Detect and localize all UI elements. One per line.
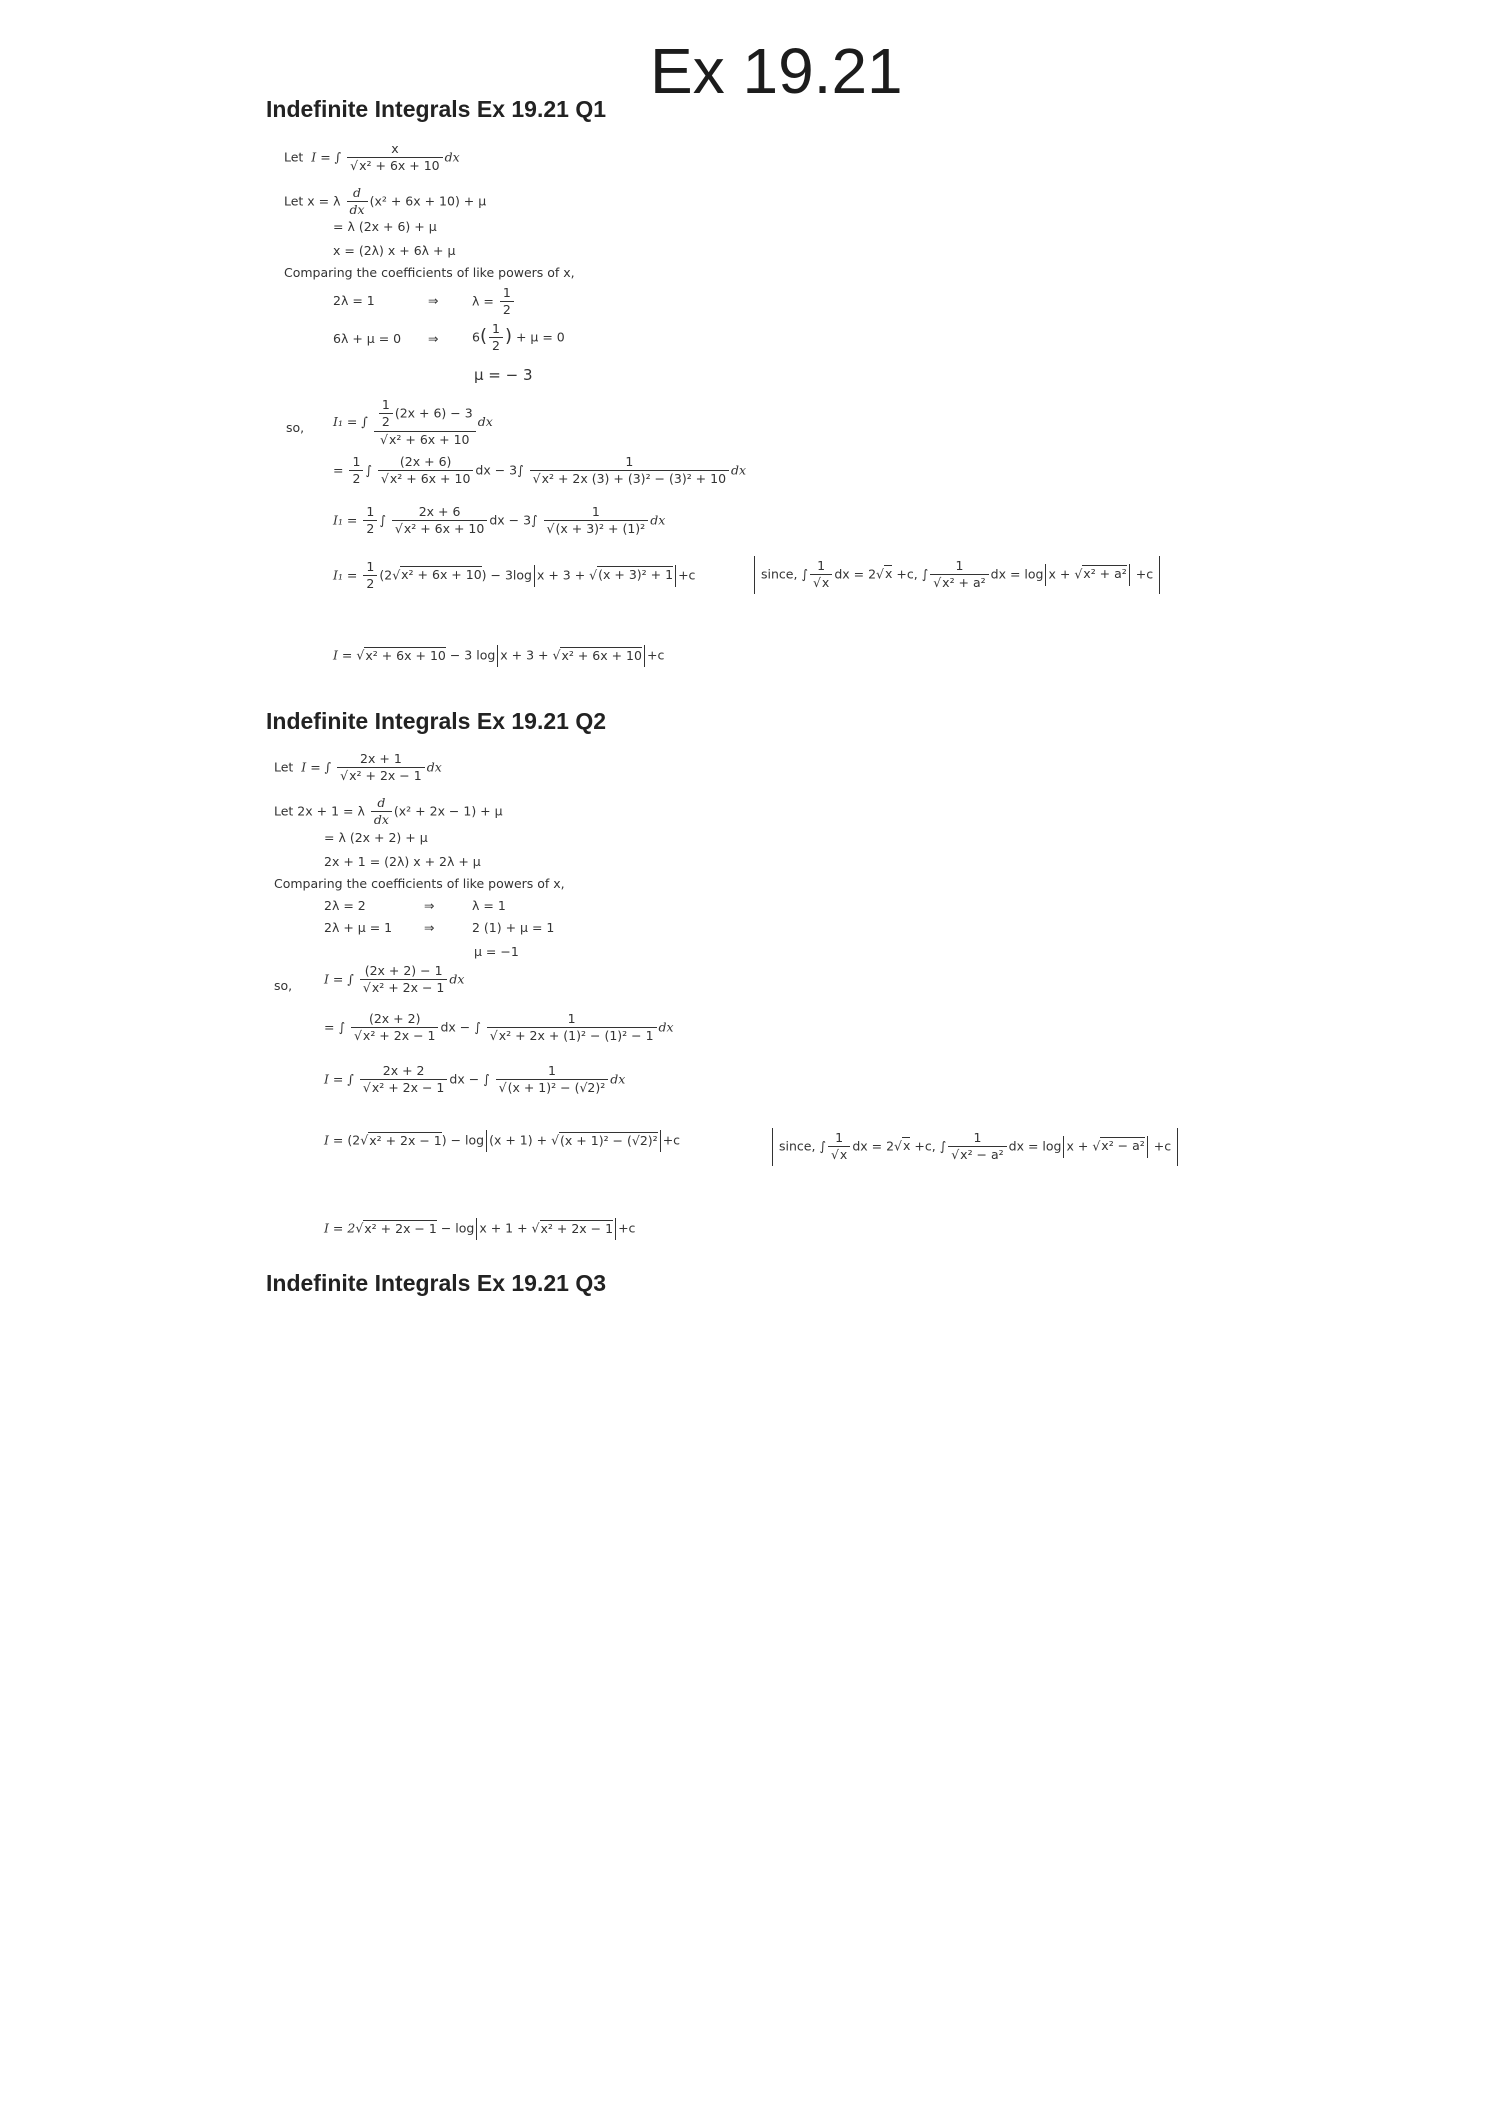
dx: dx	[449, 971, 465, 987]
dx: dx	[610, 1071, 626, 1087]
q2-since-note: since, ∫ $\frac{1}{√x}$ dx = 2√x +c, ∫ $\frac{1}{\text{√x² − a²}}$ dx = log x + √x² − a² +c	[772, 1128, 1178, 1166]
line3-mid: dx − ∫	[449, 1071, 490, 1087]
abs-bar	[476, 1218, 477, 1240]
q2-mu-value: μ = −1	[474, 944, 519, 959]
dx: dx	[477, 414, 493, 430]
final-lhs: I = 2	[324, 1220, 356, 1236]
denominator: √x² − a²	[951, 1147, 1004, 1163]
implies-symbol: ⇒	[424, 920, 435, 935]
denominator: 2	[491, 338, 500, 354]
constant: +c	[678, 567, 696, 583]
constant: +c	[618, 1220, 636, 1236]
let-x-label: Let x = λ	[284, 193, 341, 209]
q2-eq1-right: λ = 1	[472, 898, 506, 913]
i1-lhs: I₁ = ∫	[333, 414, 368, 430]
denominator: √x² + 6x + 10	[394, 521, 485, 537]
q1-eq2-right: 6( $\frac{1}{2}$ ) + μ = 0	[472, 321, 565, 354]
q1-line4: I₁ = $\frac{1}{2}$ (2√x² + 6x + 10) − 3log x + 3 + √(x + 3)² + 1 +c	[333, 559, 696, 592]
q1-line2: = $\frac{1}{2}$ ∫ $\frac{(2x + 6)}{\text{√x² + 6x + 10}}$ dx − 3∫ $\frac{1}{\text{√x² + 2x (3) + (3)² − (3)² + 10}}$ dx	[333, 454, 747, 487]
q1-eq2-left: 6λ + μ = 0	[333, 331, 402, 346]
radicand: x² + 6x + 10	[403, 521, 485, 537]
radicand: x² + 2x − 1	[364, 1220, 437, 1236]
denominator: 2	[366, 521, 375, 537]
denominator: √x² + 2x − 1	[362, 1080, 445, 1096]
since-label: since, ∫	[761, 566, 808, 582]
radicand: x² + 6x + 10	[365, 647, 446, 663]
numerator: 2x + 2	[360, 1064, 448, 1080]
abs-bar	[675, 565, 676, 587]
so-label: so,	[274, 978, 293, 993]
abs-bar	[486, 1130, 487, 1152]
fraction	[828, 1131, 850, 1163]
numerator: d	[371, 796, 392, 812]
fraction	[360, 964, 448, 996]
coefficient: 6	[472, 329, 480, 345]
final-lhs: I =	[333, 647, 353, 663]
fraction	[948, 1131, 1006, 1163]
abs-bar	[534, 565, 535, 587]
fraction	[363, 505, 377, 537]
denominator: √x	[830, 1147, 848, 1163]
abs-content: (x + 1) +	[489, 1132, 548, 1148]
numerator: 1	[379, 398, 393, 414]
constant: +c	[646, 647, 665, 663]
abs-content: x +	[1048, 566, 1071, 582]
i1-lhs: I₁ =	[333, 512, 358, 528]
abs-content: x + 1 +	[479, 1220, 528, 1236]
numerator: 1	[530, 455, 729, 471]
line2-mid: dx − ∫	[440, 1019, 481, 1035]
abs-bar	[1129, 564, 1130, 586]
implies-symbol: ⇒	[428, 293, 439, 308]
fraction	[530, 455, 729, 487]
q1-eq1-right	[472, 286, 516, 318]
denominator: 2	[502, 302, 511, 318]
abs-content: x + 3 +	[500, 647, 549, 663]
abs-content: x +	[1066, 1138, 1089, 1154]
q1-eq1-left: 2λ = 1	[333, 293, 375, 308]
derivative-operator	[371, 796, 392, 828]
since-mid3: dx = log	[990, 566, 1044, 582]
denominator: √x² + 2x − 1	[362, 980, 445, 996]
fraction	[351, 1012, 439, 1044]
equals: =	[333, 462, 344, 478]
radicand: x² + 6x + 10	[359, 158, 440, 174]
since-mid: dx = 2	[834, 566, 877, 582]
radicand: x	[821, 575, 830, 591]
q2-heading: Indefinite Integrals Ex 19.21 Q2	[266, 708, 607, 734]
since-mid2: +c, ∫	[914, 1138, 947, 1154]
denominator: dx	[373, 812, 389, 828]
abs-bar	[1063, 1136, 1064, 1158]
fraction	[930, 559, 988, 591]
numerator: 1	[810, 559, 832, 575]
radicand: (x + 1)² − (√2)²	[560, 1132, 658, 1148]
equals: = ∫	[324, 1019, 345, 1035]
let-label: Let	[274, 759, 294, 775]
radicand: x² + 2x − 1	[371, 1080, 445, 1096]
dx: dx	[444, 149, 460, 165]
let-label: Let	[284, 149, 304, 165]
numerator: 1	[544, 505, 649, 521]
q2-final-answer: I = 2√x² + 2x − 1 − log x + 1 + √x² + 2x − 1 +c	[324, 1218, 635, 1240]
radicand: x² + 2x − 1	[369, 1132, 442, 1148]
denominator: √x	[812, 575, 830, 591]
denominator: √x² + 6x + 10	[380, 431, 470, 447]
q2-eq2-left: 2λ + μ = 1	[324, 920, 393, 935]
abs-bar	[615, 1218, 616, 1240]
fraction	[349, 455, 363, 487]
fraction	[544, 505, 649, 537]
fraction	[489, 322, 503, 354]
let-expr-tail: (x² + 2x − 1) + μ	[393, 803, 503, 819]
line2-mid: dx − 3∫	[475, 462, 524, 478]
denominator: 2	[381, 414, 390, 430]
numerator: 1	[930, 559, 988, 575]
since-mid3: dx = log	[1008, 1138, 1062, 1154]
fraction	[392, 505, 487, 537]
since-mid2: +c, ∫	[896, 566, 929, 582]
q1-step2: x = (2λ) x + 6λ + μ	[333, 243, 456, 258]
numerator: 1	[487, 1012, 657, 1028]
implies-symbol: ⇒	[428, 331, 439, 346]
q1-let-x	[284, 186, 486, 218]
q1-step1: = λ (2x + 6) + μ	[333, 219, 437, 234]
q2-line3	[324, 1064, 625, 1096]
denominator: √x² + 6x + 10	[350, 158, 440, 174]
numerator: 1	[363, 560, 377, 576]
q1-integral-definition	[284, 142, 460, 174]
lambda-eq: λ =	[472, 293, 498, 309]
denominator: dx	[349, 202, 365, 218]
page-title: Ex 19.21	[650, 35, 903, 107]
radicand: x² + a²	[1083, 566, 1127, 582]
fraction	[337, 752, 425, 784]
radicand: (x + 3)² + (1)²	[555, 521, 646, 537]
final-mid: − log	[440, 1220, 475, 1236]
line4-open: (2	[379, 567, 393, 583]
dx: dx	[650, 512, 666, 528]
radicand: x² − a²	[960, 1147, 1004, 1163]
q1-i1-definition	[333, 398, 493, 447]
q2-step1: = λ (2x + 2) + μ	[324, 830, 428, 845]
q2-eq1-left: 2λ = 2	[324, 898, 366, 913]
numerator: 1	[948, 1131, 1006, 1147]
radicand: x² + 6x + 10	[401, 567, 482, 583]
eq2-tail: + μ = 0	[515, 329, 565, 345]
denominator: √x² + 6x + 10	[380, 471, 471, 487]
q1-line3: I₁ = $\frac{1}{2}$ ∫ $\frac{2x + 6}{\text{√x² + 6x + 10}}$ dx − 3∫ $\frac{1}{\text{√(x + 3)² + (1)²}}$ dx	[333, 504, 666, 537]
radicand: x² + 2x − 1	[540, 1220, 614, 1236]
numerator: 1	[349, 455, 363, 471]
constant: +c	[1135, 566, 1154, 582]
q1-final-answer: I = √x² + 6x + 10 − 3 log x + 3 + √x² + 6x + 10 +c	[333, 645, 664, 667]
numerator: 2x + 6	[392, 505, 487, 521]
let-x-tail: (x² + 6x + 10) + μ	[369, 193, 487, 209]
denominator: √x² + a²	[933, 575, 986, 591]
denominator: √x² + 2x (3) + (3)² − (3)² + 10	[532, 471, 727, 487]
line3-mid: dx − 3∫	[489, 512, 538, 528]
fraction	[487, 1012, 657, 1044]
fraction	[496, 1064, 609, 1096]
dx: dx	[658, 1019, 674, 1035]
fraction	[347, 142, 442, 174]
radicand: (x + 1)² − (√2)²	[507, 1080, 606, 1096]
abs-bar	[644, 645, 645, 667]
fraction	[378, 455, 473, 487]
fraction	[360, 1064, 448, 1096]
implies-symbol: ⇒	[424, 898, 435, 913]
radicand: x	[839, 1147, 848, 1163]
since-label: since, ∫	[779, 1138, 826, 1154]
radicand: x² + 2x − 1	[371, 980, 445, 996]
abs-bar	[497, 645, 498, 667]
q2-integral-definition	[274, 752, 442, 784]
radicand: x	[885, 566, 893, 582]
radicand: x² + 2x − 1	[349, 768, 422, 784]
dx: dx	[426, 759, 442, 775]
radicand: x² + 6x + 10	[561, 647, 642, 663]
abs-bar	[660, 1130, 661, 1152]
fraction	[363, 560, 377, 592]
line4-open: (2	[347, 1132, 361, 1148]
denominator: √(x + 1)² − (√2)²	[498, 1080, 606, 1096]
integral-lhs: I = ∫	[301, 759, 332, 775]
since-mid: dx = 2	[852, 1138, 895, 1154]
fraction	[810, 559, 832, 591]
denominator: 2	[366, 576, 375, 592]
integral-lhs: I = ∫	[311, 149, 342, 165]
denominator: √x² + 2x − 1	[353, 1028, 436, 1044]
q2-i-definition	[324, 964, 464, 996]
q2-line2	[324, 1012, 674, 1044]
fraction	[374, 398, 476, 447]
denominator: √x² + 2x + (1)² − (1)² − 1	[489, 1028, 654, 1044]
radicand: x² + a²	[942, 575, 986, 591]
q2-eq2-right: 2 (1) + μ = 1	[472, 920, 555, 935]
numerator: 1	[363, 505, 377, 521]
numerator: (2x + 2)	[351, 1012, 439, 1028]
i1-numerator-expr: (2x + 6) − 3	[394, 405, 473, 421]
numerator: 1	[496, 1064, 609, 1080]
q3-heading: Indefinite Integrals Ex 19.21 Q3	[266, 1270, 607, 1296]
abs-bar	[1045, 564, 1046, 586]
numerator: (2x + 2) − 1	[360, 964, 448, 980]
denominator: √(x + 3)² + (1)²	[546, 521, 646, 537]
q1-heading: Indefinite Integrals Ex 19.21 Q1	[266, 96, 607, 122]
radicand: x² + 2x − 1	[362, 1028, 436, 1044]
q2-comparing: Comparing the coefficients of like powers of x,	[274, 876, 565, 891]
radicand: x² + 6x + 10	[389, 471, 471, 487]
radicand: x² + 2x (3) + (3)² − (3)² + 10	[541, 471, 727, 487]
i-lhs: I = ∫	[324, 971, 354, 987]
numerator: 1	[828, 1131, 850, 1147]
i1-lhs: I₁ =	[333, 567, 358, 583]
constant: +c	[1153, 1138, 1172, 1154]
numerator: (2x + 6)	[378, 455, 473, 471]
fraction	[379, 398, 393, 430]
dx: dx	[731, 462, 747, 478]
numerator: x	[347, 142, 442, 158]
denominator: √x² + 2x − 1	[340, 768, 422, 784]
line4-log: ) − log	[441, 1132, 485, 1148]
line4-log: ) − 3log	[481, 567, 532, 583]
abs-content: x + 3 +	[536, 567, 586, 583]
q2-line4: I = (2√x² + 2x − 1) − log (x + 1) + √(x + 1)² − (√2)² +c	[324, 1130, 680, 1152]
fraction	[500, 286, 514, 318]
final-mid: − 3 log	[449, 647, 496, 663]
constant: +c	[662, 1132, 681, 1148]
so-label: so,	[286, 420, 305, 435]
derivative-operator	[347, 186, 368, 218]
q2-let-expr	[274, 796, 503, 828]
radicand: x	[903, 1138, 911, 1154]
i-lhs: I =	[324, 1132, 344, 1148]
numerator: 1	[500, 286, 514, 302]
q2-step2: 2x + 1 = (2λ) x + 2λ + μ	[324, 854, 481, 869]
let-expr-label: Let 2x + 1 = λ	[274, 803, 365, 819]
numerator	[374, 398, 476, 432]
q1-comparing: Comparing the coefficients of like powers of x,	[284, 265, 575, 280]
numerator: d	[347, 186, 368, 202]
q1-since-note: since, ∫ $\frac{1}{√x}$ dx = 2√x +c, ∫ $\frac{1}{\text{√x² + a²}}$ dx = log x + √x² + a² +c	[754, 556, 1160, 594]
radicand: x² + 6x + 10	[389, 431, 470, 447]
radicand: x² + 2x + (1)² − (1)² − 1	[498, 1028, 654, 1044]
q1-mu-value: μ = − 3	[474, 366, 533, 384]
i-lhs: I = ∫	[324, 1071, 354, 1087]
numerator: 2x + 1	[337, 752, 425, 768]
radicand: (x + 3)² + 1	[598, 567, 674, 583]
radicand: x² − a²	[1101, 1138, 1145, 1154]
denominator: 2	[352, 471, 361, 487]
numerator: 1	[489, 322, 503, 338]
abs-bar	[1147, 1136, 1148, 1158]
